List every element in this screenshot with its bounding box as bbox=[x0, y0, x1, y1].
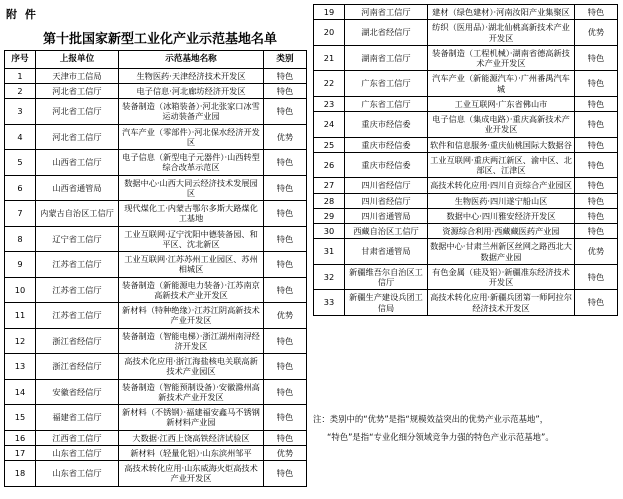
table-row bbox=[5, 201, 307, 227]
cell-dept: 山西省工信厅 bbox=[36, 150, 119, 176]
cell-index: 32 bbox=[314, 264, 345, 290]
cell-type: 优势 bbox=[575, 239, 618, 265]
cell-name: 工业互联网·江苏苏州工业园区、苏州相城区 bbox=[119, 252, 264, 278]
table-row bbox=[314, 208, 618, 223]
cell-name: 新材料（特种绝缘）·江苏江阴高新技术产业开发区 bbox=[119, 303, 264, 329]
cell-type: 特色 bbox=[264, 175, 307, 201]
cell-name: 装备制造（智能预制设备）·安徽滁州高新技术产业开发区 bbox=[119, 379, 264, 405]
cell-index: 28 bbox=[314, 193, 345, 208]
table-row bbox=[5, 303, 307, 329]
cell-dept: 山东省工信厅 bbox=[36, 445, 119, 460]
cell-dept: 四川省经信厅 bbox=[345, 193, 428, 208]
col-header-type: 类别 bbox=[264, 51, 307, 69]
cell-name: 汽车产业（零部件）·河北保水经济开发区 bbox=[119, 124, 264, 150]
table-row bbox=[314, 137, 618, 152]
cell-type: 特色 bbox=[264, 328, 307, 354]
cell-index: 15 bbox=[5, 405, 36, 431]
cell-name: 电子信息（集成电路）·重庆高新技术产业开发区 bbox=[428, 112, 575, 138]
cell-index: 22 bbox=[314, 71, 345, 97]
cell-dept: 湖南省工信厅 bbox=[345, 45, 428, 71]
cell-name: 装备制造（新能源电力装备）·江苏南京高新技术产业开发区 bbox=[119, 277, 264, 303]
cell-type: 优势 bbox=[575, 20, 618, 46]
cell-dept: 浙江省经信厅 bbox=[36, 354, 119, 380]
cell-dept: 重庆市经信委 bbox=[345, 152, 428, 178]
cell-name: 电子信息（新型电子元器件）·山西转型综合改革示范区 bbox=[119, 150, 264, 176]
cell-type: 特色 bbox=[575, 112, 618, 138]
cell-name: 现代煤化工·内蒙古鄂尔多斯大路煤化工基地 bbox=[119, 201, 264, 227]
table-row bbox=[314, 45, 618, 71]
cell-index: 9 bbox=[5, 252, 36, 278]
cell-dept: 西藏自治区工信厅 bbox=[345, 224, 428, 239]
cell-name: 高技术转化应用·四川自贡综合产业园区 bbox=[428, 178, 575, 193]
table-row bbox=[314, 5, 618, 20]
cell-name: 资源综合利用·西藏藏医药产业园 bbox=[428, 224, 575, 239]
table-row bbox=[314, 239, 618, 265]
table-row bbox=[5, 277, 307, 303]
cell-dept: 安徽省经信厅 bbox=[36, 379, 119, 405]
table-row bbox=[5, 252, 307, 278]
cell-type: 特色 bbox=[575, 137, 618, 152]
cell-name: 装备制造（冰箱装备）·河北张家口冰雪运动装备产业园 bbox=[119, 99, 264, 125]
cell-dept: 江苏省工信厅 bbox=[36, 303, 119, 329]
cell-index: 17 bbox=[5, 445, 36, 460]
cell-type: 特色 bbox=[264, 354, 307, 380]
cell-index: 11 bbox=[5, 303, 36, 329]
cell-index: 27 bbox=[314, 178, 345, 193]
cell-type: 特色 bbox=[264, 252, 307, 278]
cell-name: 工业互联网·广东省佛山市 bbox=[428, 96, 575, 111]
table-row bbox=[5, 461, 307, 487]
cell-dept: 湖北省经信厅 bbox=[345, 20, 428, 46]
cell-dept: 河北省工信厅 bbox=[36, 99, 119, 125]
cell-dept: 四川省经信厅 bbox=[345, 178, 428, 193]
table-row bbox=[5, 124, 307, 150]
cell-type: 优势 bbox=[264, 445, 307, 460]
cell-index: 14 bbox=[5, 379, 36, 405]
cell-type: 特色 bbox=[575, 5, 618, 20]
cell-index: 26 bbox=[314, 152, 345, 178]
cell-index: 2 bbox=[5, 83, 36, 98]
cell-name: 高技术转化应用·新疆兵团第一师阿拉尔经济技术开发区 bbox=[428, 290, 575, 316]
cell-type: 特色 bbox=[575, 264, 618, 290]
cell-name: 建材（绿色建材）·河南汝阳产业集聚区 bbox=[428, 5, 575, 20]
cell-name: 软件和信息服务·重庆仙桃国际大数据谷 bbox=[428, 137, 575, 152]
cell-index: 31 bbox=[314, 239, 345, 265]
cell-name: 汽车产业（新能源汽车）·广州番禺汽车城 bbox=[428, 71, 575, 97]
cell-name: 装备制造（工程机械）·湖南省德高新技术产业开发区 bbox=[428, 45, 575, 71]
cell-dept: 广东省工信厅 bbox=[345, 96, 428, 111]
cell-type: 特色 bbox=[575, 224, 618, 239]
cell-name: 大数据·江西上饶高铁经济试验区 bbox=[119, 430, 264, 445]
cell-dept: 河南省工信厅 bbox=[345, 5, 428, 20]
cell-index: 10 bbox=[5, 277, 36, 303]
table-row bbox=[5, 354, 307, 380]
cell-index: 29 bbox=[314, 208, 345, 223]
table-right bbox=[313, 4, 618, 316]
cell-type: 特色 bbox=[264, 405, 307, 431]
cell-name: 高技术化应用·浙江海盐核电关联高新技术产业园区 bbox=[119, 354, 264, 380]
table-header-row bbox=[5, 51, 307, 69]
cell-dept: 河北省工信厅 bbox=[36, 124, 119, 150]
cell-dept: 内蒙古自治区工信厅 bbox=[36, 201, 119, 227]
cell-index: 19 bbox=[314, 5, 345, 20]
attachment-label: 附 件 bbox=[6, 8, 38, 21]
cell-type: 优势 bbox=[264, 303, 307, 329]
cell-index: 23 bbox=[314, 96, 345, 111]
cell-name: 电子信息·河北廊坊经济开发区 bbox=[119, 83, 264, 98]
cell-name: 装备制造（智能电梯）·浙江湖州南浔经济开发区 bbox=[119, 328, 264, 354]
cell-type: 特色 bbox=[575, 208, 618, 223]
cell-index: 20 bbox=[314, 20, 345, 46]
table-left bbox=[4, 50, 307, 487]
cell-index: 4 bbox=[5, 124, 36, 150]
table-row bbox=[314, 20, 618, 46]
cell-type: 特色 bbox=[575, 152, 618, 178]
cell-dept: 浙江省经信厅 bbox=[36, 328, 119, 354]
cell-index: 1 bbox=[5, 68, 36, 83]
note-line-2: “特色”是指“专业化细分领域竞争力强的特色产业示范基地”。 bbox=[327, 432, 554, 443]
cell-index: 25 bbox=[314, 137, 345, 152]
cell-type: 特色 bbox=[575, 45, 618, 71]
table-row bbox=[314, 152, 618, 178]
cell-type: 特色 bbox=[264, 201, 307, 227]
cell-type: 特色 bbox=[264, 150, 307, 176]
cell-type: 特色 bbox=[575, 178, 618, 193]
cell-name: 纺织（医用品）·湖北仙桃高新技术产业开发区 bbox=[428, 20, 575, 46]
table-row bbox=[5, 99, 307, 125]
cell-type: 特色 bbox=[264, 68, 307, 83]
cell-name: 工业互联网·重庆两江新区、渝中区、北部区、江津区 bbox=[428, 152, 575, 178]
cell-name: 新材料（不锈钢）·福建福安鑫马不锈钢新材料产业园 bbox=[119, 405, 264, 431]
table-row bbox=[5, 226, 307, 252]
table-row bbox=[5, 405, 307, 431]
table-row bbox=[314, 71, 618, 97]
cell-name: 数据中心·甘肃兰州新区丝网之路西北大数据产业园 bbox=[428, 239, 575, 265]
cell-type: 特色 bbox=[264, 226, 307, 252]
cell-dept: 福建省工信厅 bbox=[36, 405, 119, 431]
cell-type: 特色 bbox=[575, 71, 618, 97]
table-row bbox=[314, 178, 618, 193]
table-row bbox=[314, 96, 618, 111]
cell-name: 新材料（轻量化铝）·山东滨州邹平 bbox=[119, 445, 264, 460]
cell-index: 12 bbox=[5, 328, 36, 354]
cell-dept: 辽宁省工信厅 bbox=[36, 226, 119, 252]
cell-dept: 山西省通管局 bbox=[36, 175, 119, 201]
cell-dept: 新疆生产建设兵团工信局 bbox=[345, 290, 428, 316]
cell-index: 6 bbox=[5, 175, 36, 201]
cell-type: 特色 bbox=[264, 430, 307, 445]
table-row bbox=[5, 379, 307, 405]
cell-index: 30 bbox=[314, 224, 345, 239]
cell-name: 生物医药·四川遂宁船山区 bbox=[428, 193, 575, 208]
cell-type: 特色 bbox=[264, 379, 307, 405]
cell-dept: 山东省工信厅 bbox=[36, 461, 119, 487]
table-notes bbox=[313, 412, 613, 449]
cell-name: 数据中心·山西大同云经济技术发展园区 bbox=[119, 175, 264, 201]
cell-type: 特色 bbox=[575, 193, 618, 208]
cell-type: 特色 bbox=[264, 461, 307, 487]
table-row bbox=[5, 150, 307, 176]
cell-index: 18 bbox=[5, 461, 36, 487]
cell-type: 特色 bbox=[264, 83, 307, 98]
table-row bbox=[314, 112, 618, 138]
cell-index: 13 bbox=[5, 354, 36, 380]
table-row bbox=[314, 193, 618, 208]
cell-type: 特色 bbox=[575, 96, 618, 111]
cell-name: 数据中心·四川雅安经济开发区 bbox=[428, 208, 575, 223]
cell-index: 21 bbox=[314, 45, 345, 71]
col-header-dept: 上报单位 bbox=[36, 51, 119, 69]
cell-dept: 重庆市经信委 bbox=[345, 137, 428, 152]
cell-type: 优势 bbox=[264, 124, 307, 150]
cell-dept: 河北省工信厅 bbox=[36, 83, 119, 98]
cell-type: 特色 bbox=[575, 290, 618, 316]
table-row bbox=[5, 175, 307, 201]
table-row bbox=[314, 290, 618, 316]
cell-type: 特色 bbox=[264, 277, 307, 303]
cell-dept: 四川省通管局 bbox=[345, 208, 428, 223]
cell-index: 7 bbox=[5, 201, 36, 227]
cell-dept: 重庆市经信委 bbox=[345, 112, 428, 138]
table-row bbox=[5, 445, 307, 460]
cell-dept: 甘肃省通管局 bbox=[345, 239, 428, 265]
cell-dept: 江西省工信厅 bbox=[36, 430, 119, 445]
right-column bbox=[313, 4, 618, 316]
cell-name: 生物医药·天津经济技术开发区 bbox=[119, 68, 264, 83]
note-line-1: 注：类别中的“优势”是指“规模效益突出的优势产业示范基地”， bbox=[313, 414, 549, 424]
table-row bbox=[5, 328, 307, 354]
cell-dept: 江苏省工信厅 bbox=[36, 252, 119, 278]
cell-dept: 天津市工信局 bbox=[36, 68, 119, 83]
cell-index: 8 bbox=[5, 226, 36, 252]
cell-dept: 新疆维吾尔自治区工信厅 bbox=[345, 264, 428, 290]
left-column bbox=[4, 50, 307, 487]
cell-index: 24 bbox=[314, 112, 345, 138]
cell-dept: 江苏省工信厅 bbox=[36, 277, 119, 303]
table-row bbox=[5, 68, 307, 83]
col-header-index: 序号 bbox=[5, 51, 36, 69]
table-row bbox=[314, 224, 618, 239]
cell-index: 3 bbox=[5, 99, 36, 125]
table-row bbox=[5, 83, 307, 98]
col-header-name: 示范基地名称 bbox=[119, 51, 264, 69]
cell-name: 有色金属（硅及铝）·新疆准东经济技术开发区 bbox=[428, 264, 575, 290]
cell-index: 5 bbox=[5, 150, 36, 176]
cell-index: 33 bbox=[314, 290, 345, 316]
cell-dept: 广东省工信厅 bbox=[345, 71, 428, 97]
cell-name: 高技术转化应用·山东威海火炬高技术产业开发区 bbox=[119, 461, 264, 487]
cell-type: 特色 bbox=[264, 99, 307, 125]
table-row bbox=[5, 430, 307, 445]
table-row bbox=[314, 264, 618, 290]
cell-index: 16 bbox=[5, 430, 36, 445]
cell-name: 工业互联网·辽宁沈阳中德装备园、和平区、沈北新区 bbox=[119, 226, 264, 252]
page-title: 第十批国家新型工业化产业示范基地名单 bbox=[42, 32, 277, 47]
